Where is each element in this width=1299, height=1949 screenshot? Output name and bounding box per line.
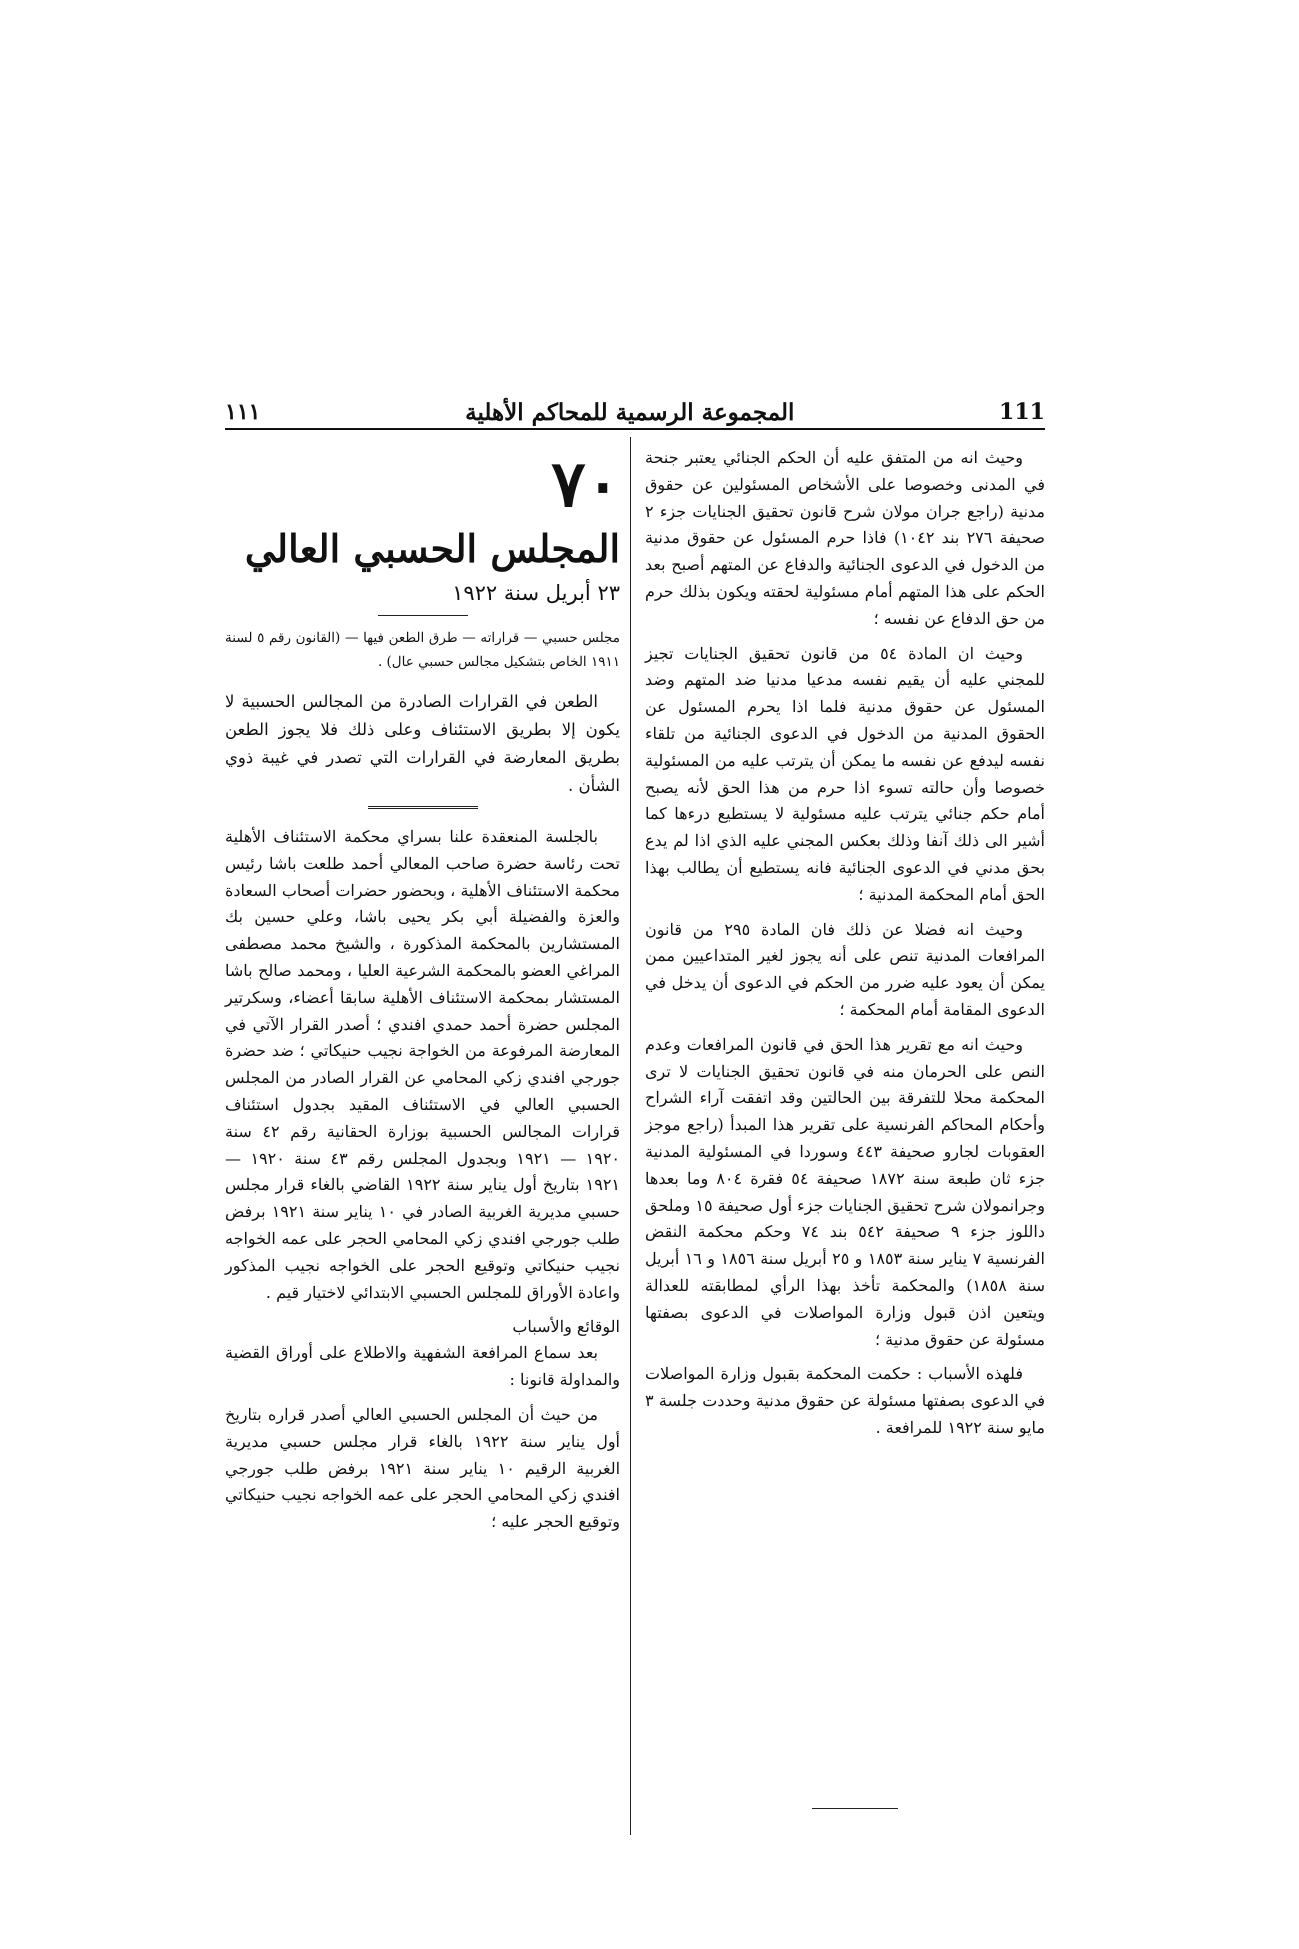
page-number-right: 111: [999, 399, 1045, 425]
column-divider: [630, 437, 631, 1835]
case-date: ٢٣ أبريل سنة ١٩٢٢: [452, 581, 620, 605]
legal-principle: الطعن في القرارات الصادرة من المجالس الحسبية لا يكون إلا بطريق الاستئناف وعلى ذلك فلا يجوز الطعن بطريق المعارضة في القرارات التي تصدر في غيبة ذوي الشأن .: [225, 692, 620, 795]
paragraph: بعد سماع المرافعة الشفهية والاطلاع على أوراق القضية والمداولة قانونا :: [225, 1343, 620, 1390]
journal-title: المجموعة الرسمية للمحاكم الأهلية: [465, 398, 795, 426]
paragraph: فلهذه الأسباب : حكمت المحكمة بقبول وزارة المواصلات في الدعوى بصفتها مسئولة عن حقوق مدنية وحددت جلسة ٣ مايو سنة ١٩٢٢ للمرافعة .: [645, 1364, 1045, 1437]
paragraph: وحيث انه مع تقرير هذا الحق في قانون المرافعات وعدم النص على الحرمان منه في قانون تحقيق الجنايات لا ترى المحكمة محلا للتفرقة بين الحالتين وقد اتفقت آراء الشراح وأحكام المحاكم الفرنسية على تقرير هذا المبدأ (راجع موجز العقوبات لجارو صحيفة ٤٤٣ وسوردا في المسئولية المدنية جزء ثان طبعة سنة ١٨٧٢ صحيفة ٥٤ فقرة ٨٠٤ وما بعدها وجرانمولان شرح تحقيق الجنايات جزء أول صحيفة ١٥ وملحق داللوز جزء ٩ صحيفة ٥٤٢ بند ٧٤ وحكم محكمة النقض الفرنسية ٧ يناير سنة ١٨٥٣ و ٢٥ أبريل سنة ١٨٥٦ و ١٦ أبريل سنة ١٨٥٨) والمحكمة تأخذ بهذا الرأي لمطابقته للعدالة ويتعين اذن قبول وزارة المواصلات في الدعوى بصفتها مسئولة عن حقوق مدنية ؛: [645, 1034, 1046, 1349]
double-divider: [368, 806, 478, 812]
paragraph: وحيث ان المادة ٥٤ من قانون تحقيق الجنايات تجيز للمجني عليه أن يقيم نفسه مدعيا مدنيا ضد المتهم وضد المسئول عن حقوق مدنية فلما اذا يحرم المسئول عن الحقوق المدنية من الدخول في الدعوى الجنائية من تلقاء نفسه ليدفع عن نفسه ما يمكن أن يترتب عليه من المسئولية خصوصا وأن حالته تسوء اذا حرم من هذا الحق لأنه يصبح أمام حكم جنائي يترتب عليه مسئولية لا يستطيع درءها كما أشير الى ذلك آنفا وذلك بعكس المجني عليه الذي اذا لم يدع بحق مدني في الدعوى الجنائية فانه يستطيع أن يطالب بهذا الحق أمام المحكمة المدنية ؛: [645, 643, 1045, 904]
divider: [378, 615, 468, 616]
case-keywords: مجلس حسبي — قراراته — طرق الطعن فيها — (القانون رقم ٥ لسنة ١٩١١ الخاص بتشكيل مجالس حسبي عال) .: [225, 630, 620, 670]
page-number-left: ١١١: [225, 399, 261, 425]
paragraph: وحيث انه من المتفق عليه أن الحكم الجنائي يعتبر جنحة في المدنى وخصوصا على الأشخاص المسئولين عن حقوق مدنية (راجع جران مولان شرح قانون تحقيق الجنايات جزء ٢ صحيفة ٢٧٦ بند ١٠٤٢) فاذا حرم المسئول عن حقوق مدنية من الدخول في الدعوى الجنائية والدفاع عن المتهم أصبح بعد الحكم على هذا المتهم أمام مسئولية لحقته ويكون بذلك حرم من حق الدفاع عن نفسه ؛: [645, 448, 1045, 628]
right-column: [645, 445, 1045, 1450]
section-heading: الوقائع والأسباب: [512, 1317, 620, 1337]
court-name: المجلس الحسبي العالي: [244, 526, 620, 571]
end-rule: [812, 1808, 898, 1809]
case-number: ٧٠: [551, 447, 620, 522]
page-header: [225, 392, 1045, 432]
header-rule: [225, 428, 1045, 430]
paragraph: من حيث أن المجلس الحسبي العالي أصدر قراره بتاريخ أول يناير سنة ١٩٢٢ بالغاء قرار مجلس حسبي مديرية الغربية الرقيم ١٠ يناير سنة ١٩٢١ برفض طلب جورجي افندي زكي المحامي الحجر على عمه الخواجه نجيب حنيكاتي وتوقيع الحجر عليه ؛: [225, 1404, 621, 1532]
left-column: [225, 445, 620, 1544]
paragraph: وحيث انه فضلا عن ذلك فان المادة ٢٩٥ من قانون المرافعات المدنية تنص على أنه يجوز لغير المتداعيين ممن يمكن أن يعود عليه ضرر من الحكم في الدعوى أن يدخل في الدعوى المقامة أمام المحكمة ؛: [645, 919, 1045, 1019]
session-paragraph: بالجلسة المنعقدة علنا بسراي محكمة الاستئناف الأهلية تحت رئاسة حضرة صاحب المعالي أحمد طلعت باشا رئيس محكمة الاستئناف الأهلية ، وبحضور حضرات أصحاب السعادة والعزة والفضيلة أبي بكر يحيى باشا، وعلي حسين بك المستشارين بالمحكمة المذكورة ، والشيخ محمد مصطفى المراغي العضو بالمحكمة الشرعية العليا ، ومحمد صالح باشا المستشار بمحكمة الاستئناف الأهلية سابقا أعضاء، وسكرتير المجلس حضرة أحمد حمدي افندي ؛ أصدر القرار الآتي في المعارضة المرفوعة من الخواجة نجيب حنيكاتي ؛ ضد حضرة جورجي افندي زكي المحامي عن القرار الصادر من المجلس الحسبي العالي في الاستئناف المقيد بجدول استئناف قرارات المجالس الحسبية بوزارة الحقانية رقم ٤٢ سنة ١٩٢٠ — ١٩٢١ وبجدول المجلس رقم ٤٣ سنة ١٩٢٠ — ١٩٢١ بتاريخ أول يناير سنة ١٩٢٢ القاضي بالغاء قرار مجلس حسبي مديرية الغربية الصادر في ١٠ يناير سنة ١٩٢١ برفض طلب جورجي افندي زكي المحامي الحجر على عمه الخواجه نجيب حنيكاتي وتوقيع الحجر على الخواجه نجيب المذكور واعادة الأوراق للمجلس الحسبي الابتدائي لاختيار قيم .: [225, 827, 621, 1302]
